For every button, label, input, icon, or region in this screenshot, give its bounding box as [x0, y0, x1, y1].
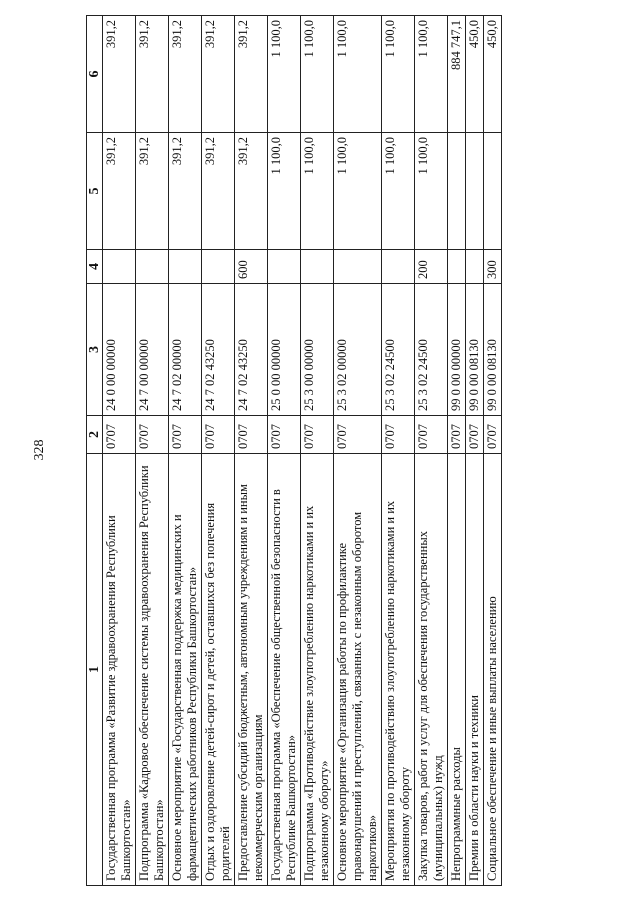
table-row [169, 16, 202, 886]
target-article-cell: 99 0 00 08130 [484, 284, 502, 416]
table-body [103, 16, 502, 886]
column-header: 5 [87, 133, 103, 250]
section-code-cell: 0707 [202, 416, 235, 454]
section-code-cell: 0707 [448, 416, 466, 454]
target-article-cell: 24 0 00 00000 [103, 284, 136, 416]
table-row [334, 16, 382, 886]
target-article-cell: 25 3 02 24500 [382, 284, 415, 416]
table-row [235, 16, 268, 886]
target-article-cell: 25 0 00 00000 [268, 284, 301, 416]
target-article-cell: 25 3 00 00000 [301, 284, 334, 416]
expense-type-cell [268, 250, 301, 284]
section-code-cell: 0707 [334, 416, 382, 454]
table-row [484, 16, 502, 886]
amount-cell: 1 100,0 [301, 16, 334, 133]
amount-cell: 391,2 [169, 133, 202, 250]
header-row [87, 16, 103, 886]
table-row [136, 16, 169, 886]
table-row [202, 16, 235, 886]
amount-cell: 391,2 [136, 16, 169, 133]
section-code-cell: 0707 [235, 416, 268, 454]
section-code-cell: 0707 [169, 416, 202, 454]
target-article-cell: 24 7 00 00000 [136, 284, 169, 416]
expense-type-cell: 200 [415, 250, 448, 284]
amount-cell [448, 133, 466, 250]
expense-type-cell [301, 250, 334, 284]
row-name-cell: Премии в области науки и техники [466, 454, 484, 886]
amount-cell: 1 100,0 [334, 16, 382, 133]
target-article-cell: 24 7 02 43250 [235, 284, 268, 416]
table-row [415, 16, 448, 886]
expense-type-cell: 600 [235, 250, 268, 284]
amount-cell [466, 133, 484, 250]
section-code-cell: 0707 [301, 416, 334, 454]
table-row [466, 16, 484, 886]
target-article-cell: 25 3 02 24500 [415, 284, 448, 416]
rotated-page-content [86, 16, 546, 886]
amount-cell: 1 100,0 [334, 133, 382, 250]
table-row [448, 16, 466, 886]
column-header: 3 [87, 284, 103, 416]
section-code-cell: 0707 [136, 416, 169, 454]
table-row [382, 16, 415, 886]
table-row [268, 16, 301, 886]
amount-cell: 391,2 [136, 133, 169, 250]
amount-cell: 1 100,0 [382, 133, 415, 250]
row-name-cell: Подпрограмма «Кадровое обеспечение системы здравоохранения Республики Башкортостан» [136, 454, 169, 886]
column-header: 6 [87, 16, 103, 133]
expense-type-cell: 300 [484, 250, 502, 284]
row-name-cell: Основное мероприятие «Государственная поддержка медицинских и фармацевтических работников Республики Башкортостан» [169, 454, 202, 886]
amount-cell [484, 133, 502, 250]
row-name-cell: Государственная программа «Обеспечение общественной безопасности в Республике Башкортостан» [268, 454, 301, 886]
section-code-cell: 0707 [382, 416, 415, 454]
expense-type-cell [382, 250, 415, 284]
expense-type-cell [169, 250, 202, 284]
section-code-cell: 0707 [268, 416, 301, 454]
expense-type-cell [334, 250, 382, 284]
row-name-cell: Отдых и оздоровление детей-сирот и детей, оставшихся без попечения родителей [202, 454, 235, 886]
column-header: 1 [87, 454, 103, 886]
section-code-cell: 0707 [484, 416, 502, 454]
expense-type-cell [103, 250, 136, 284]
row-name-cell: Непрограммные расходы [448, 454, 466, 886]
section-code-cell: 0707 [103, 416, 136, 454]
amount-cell: 450,0 [484, 16, 502, 133]
amount-cell: 1 100,0 [301, 133, 334, 250]
target-article-cell: 99 0 00 08130 [466, 284, 484, 416]
amount-cell: 1 100,0 [268, 16, 301, 133]
row-name-cell: Подпрограмма «Противодействие злоупотреблению наркотиками и их незаконному обороту» [301, 454, 334, 886]
page-number: 328 [32, 439, 47, 461]
section-code-cell: 0707 [466, 416, 484, 454]
amount-cell: 450,0 [466, 16, 484, 133]
amount-cell: 1 100,0 [382, 16, 415, 133]
amount-cell: 391,2 [202, 16, 235, 133]
row-name-cell: Основное мероприятие «Организация работы по профилактике правонарушений и преступлений, связанных с незаконным оборотом наркотиков» [334, 454, 382, 886]
table-row [103, 16, 136, 886]
amount-cell: 391,2 [169, 16, 202, 133]
amount-cell: 1 100,0 [415, 16, 448, 133]
expense-type-cell [466, 250, 484, 284]
target-article-cell: 24 7 02 00000 [169, 284, 202, 416]
amount-cell: 391,2 [235, 16, 268, 133]
row-name-cell: Государственная программа «Развитие здравоохранения Республики Башкортостан» [103, 454, 136, 886]
row-name-cell: Закупка товаров, работ и услуг для обеспечения государственных (муниципальных) нужд [415, 454, 448, 886]
expense-type-cell [136, 250, 169, 284]
amount-cell: 391,2 [103, 16, 136, 133]
amount-cell: 1 100,0 [415, 133, 448, 250]
expense-type-cell [448, 250, 466, 284]
target-article-cell: 99 0 00 00000 [448, 284, 466, 416]
amount-cell: 1 100,0 [268, 133, 301, 250]
row-name-cell: Социальное обеспечение и иные выплаты населению [484, 454, 502, 886]
amount-cell: 884 747,1 [448, 16, 466, 133]
amount-cell: 391,2 [202, 133, 235, 250]
row-name-cell: Мероприятия по противодействию злоупотреблению наркотиками и их незаконному обороту [382, 454, 415, 886]
target-article-cell: 24 7 02 43250 [202, 284, 235, 416]
table-row [301, 16, 334, 886]
column-header: 2 [87, 416, 103, 454]
section-code-cell: 0707 [415, 416, 448, 454]
expense-type-cell [202, 250, 235, 284]
row-name-cell: Предоставление субсидий бюджетным, автономным учреждениям и иным некоммерческим организациям [235, 454, 268, 886]
budget-table [86, 15, 502, 886]
amount-cell: 391,2 [235, 133, 268, 250]
amount-cell: 391,2 [103, 133, 136, 250]
target-article-cell: 25 3 02 00000 [334, 284, 382, 416]
column-header: 4 [87, 250, 103, 284]
